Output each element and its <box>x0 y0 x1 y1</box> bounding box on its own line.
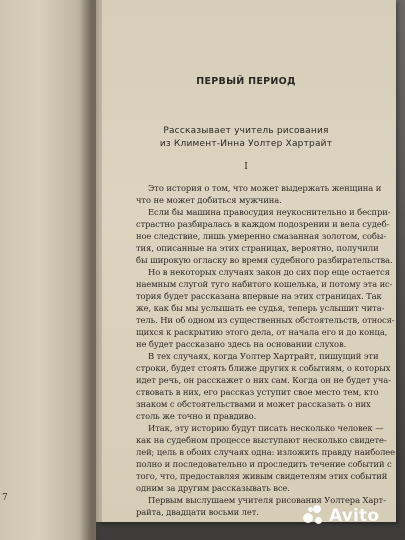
text-line: ствовать в них, его рассказ уступит свое место тем, кто <box>136 387 379 397</box>
text-line: наемным слугой туго набитого кошелька, и потому эта ис- <box>136 279 393 289</box>
text-line: райта, двадцати восьми лет. <box>136 507 259 517</box>
text-line: как на судебном процессе выступают несколько свидете- <box>136 435 387 445</box>
period-title: ПЕРВЫЙ ПЕРИОД <box>196 76 296 87</box>
text-line: что не может добиться мужчина. <box>136 195 282 205</box>
avito-watermark <box>303 503 399 529</box>
book-page <box>96 0 396 522</box>
text-line: не будет рассказано здесь на основании слухов. <box>136 339 347 349</box>
left-page-number: 7 <box>2 493 8 503</box>
text-line: Итак, эту историю будут писать несколько человек — <box>148 423 384 433</box>
text-line: тория будет рассказана впервые на этих страницах. Так <box>136 291 382 301</box>
avito-logo-icon <box>303 505 325 527</box>
text-line: идет речь, он расскажет о них сам. Когда он не будет уча- <box>136 375 391 385</box>
text-line: страстно разбиралась в каждом подозрении и вела судеб- <box>136 219 390 229</box>
section-heading-1: I <box>244 162 248 172</box>
watermark-text: Avito <box>329 506 380 526</box>
text-line: тия, описанные на этих страницах, вероятно, получили <box>136 243 379 253</box>
text-line: ное следствие, лишь умеренно смазанная золотом, собы- <box>136 231 387 241</box>
book-gutter-shadow <box>80 0 102 540</box>
text-line: того, что, предоставляя живым свидетелям этих событий <box>136 471 388 481</box>
text-line: Если бы машина правосудия неукоснительно и беспри- <box>148 207 391 217</box>
text-line: Первым выслушаем учителя рисования Уолтера Харт- <box>148 495 386 505</box>
text-line: В тех случаях, когда Уолтер Хартрайт, пишущий эти <box>148 351 379 361</box>
text-line: строки, будет стоять ближе других к событиям, о которых <box>136 363 391 373</box>
text-line: лей; цель в обоих случаях одна: изложить правду наиболее <box>136 447 396 457</box>
text-line: полно и последовательно и проследить течение событий с <box>136 459 392 469</box>
subtitle-line-1: Рассказывает учитель рисования <box>163 126 329 136</box>
text-line: тель. Ни об одном из существенных обстоятельств, относя- <box>136 315 395 325</box>
subtitle-line-2: из Климент-Инна Уолтер Хартрайт <box>159 139 333 149</box>
text-line: бы широкую огласку во время судебного разбирательства. <box>136 255 393 265</box>
text-line: щихся к раскрытию этого дела, от начала его и до конца, <box>136 327 388 337</box>
text-line: одним за другим рассказывать все. <box>136 483 290 493</box>
text-line: столь же точно и правдиво. <box>136 411 257 421</box>
text-line: знаком с обстоятельствами и может рассказать о них <box>136 399 371 409</box>
text-line: же, как бы мы услышать ее судья, теперь услышит чита- <box>136 303 385 313</box>
text-line: Это история о том, что может выдержать женщина и <box>148 183 382 193</box>
text-line: Но в некоторых случаях закон до сих пор еще остается <box>148 267 390 277</box>
